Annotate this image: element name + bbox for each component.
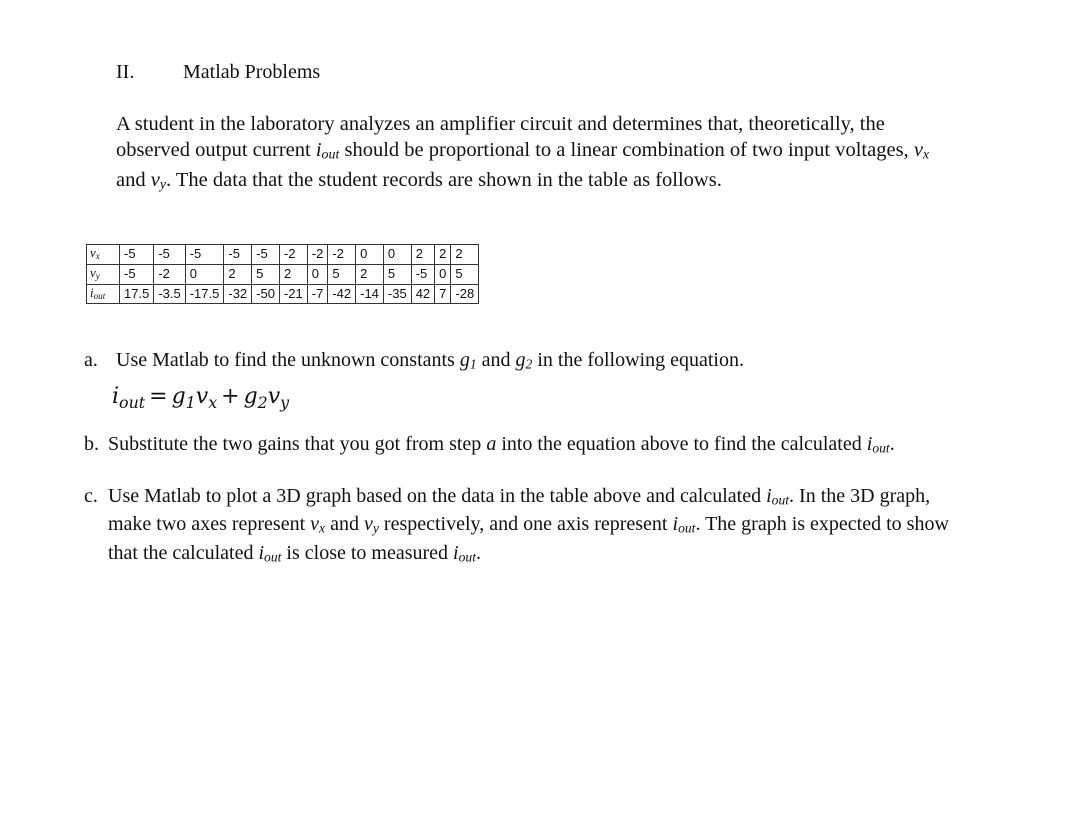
row-label: vx xyxy=(87,245,120,265)
vx-symbol: vx xyxy=(913,138,930,162)
section-number: II. xyxy=(116,61,135,83)
table-cell: -2 xyxy=(154,264,185,284)
step-a-ref: a xyxy=(486,433,497,455)
table-cell: 7 xyxy=(435,284,451,304)
iout-symbol: iout xyxy=(315,138,340,162)
iout-symbol: iout xyxy=(672,513,696,536)
table-cell: 2 xyxy=(451,245,479,265)
question-c-body: Use Matlab to plot a 3D graph based on the data in the table above and calculated iout. In the 3D graph, make two axes represent vx and vy respectively, and one axis represent iout. The graph is expected to show that the calculated iout is close to measured iout. xyxy=(108,485,949,565)
table-cell: -5 xyxy=(252,245,280,265)
table-cell: -5 xyxy=(154,245,185,265)
question-b-letter: b. xyxy=(84,433,99,455)
equation: $i_{out} = g_1v_x + g_2v_y$ xyxy=(112,384,290,412)
table-cell: 0 xyxy=(356,245,384,265)
table-cell: 5 xyxy=(383,264,411,284)
table-cell: 5 xyxy=(328,264,356,284)
question-a-text-3: in the following equation. xyxy=(532,349,744,371)
question-a xyxy=(84,348,744,376)
table-cell: -5 xyxy=(120,245,154,265)
question-a-letter: a. xyxy=(84,349,98,371)
table-cell: 42 xyxy=(411,284,434,304)
g2-symbol: g2 xyxy=(515,349,533,372)
table-cell: 2 xyxy=(224,264,252,284)
iout-symbol: iout xyxy=(453,541,476,565)
intro-text-2: should be proportional to a linear combination of two input voltages, xyxy=(339,138,914,161)
question-b-body: Substitute the two gains that you got from step a into the equation above to find the calculated iout. xyxy=(108,433,895,456)
table-cell: 2 xyxy=(411,245,434,265)
table-cell: -5 xyxy=(120,264,154,284)
question-b xyxy=(84,432,964,460)
intro-text-3: and xyxy=(116,168,151,191)
vy-symbol: vy xyxy=(150,168,167,192)
table-cell: -35 xyxy=(383,284,411,304)
table-cell: -5 xyxy=(185,245,224,265)
question-c-letter: c. xyxy=(84,485,98,507)
table-cell: -5 xyxy=(224,245,252,265)
table-cell: -2 xyxy=(307,245,328,265)
table-cell: -17.5 xyxy=(185,284,224,304)
table-cell: -50 xyxy=(252,284,280,304)
table-cell: -28 xyxy=(451,284,479,304)
table-cell: 0 xyxy=(307,264,328,284)
intro-text-1: A student in the laboratory analyzes an amplifier circuit and determines that, theoretically, the observed output current xyxy=(116,113,885,161)
table-cell: -7 xyxy=(307,284,328,304)
table-cell: -32 xyxy=(224,284,252,304)
table-cell: 2 xyxy=(435,245,451,265)
table-cell: 0 xyxy=(185,264,224,284)
table-cell: -2 xyxy=(328,245,356,265)
table-row xyxy=(87,284,479,304)
table-cell: 5 xyxy=(252,264,280,284)
table-cell: -2 xyxy=(279,245,307,265)
iout-symbol: iout xyxy=(258,541,282,565)
iout-symbol: iout xyxy=(866,433,890,456)
table-row xyxy=(87,245,479,265)
data-table xyxy=(86,244,479,304)
vx-symbol: vx xyxy=(310,513,326,536)
table-cell: 2 xyxy=(356,264,384,284)
vy-symbol: vy xyxy=(363,513,379,536)
row-label: vy xyxy=(87,264,120,284)
iout-symbol: iout xyxy=(766,485,790,508)
table-cell: 2 xyxy=(279,264,307,284)
table-cell: -14 xyxy=(356,284,384,304)
question-a-text-2: and xyxy=(476,349,516,371)
table-cell: 5 xyxy=(451,264,479,284)
question-c xyxy=(84,484,964,569)
table-cell: -42 xyxy=(328,284,356,304)
table-cell: -3.5 xyxy=(154,284,185,304)
row-label: iout xyxy=(87,284,120,304)
g1-symbol: g1 xyxy=(459,349,477,372)
table-cell: 17.5 xyxy=(120,284,154,304)
intro-paragraph xyxy=(116,112,946,198)
table-row xyxy=(87,264,479,284)
table-cell: 0 xyxy=(383,245,411,265)
question-a-text-1: Use Matlab to find the unknown constants xyxy=(116,349,460,371)
intro-text-4: . The data that the student records are shown in the table as follows. xyxy=(166,168,722,191)
table-cell: 0 xyxy=(435,264,451,284)
table-cell: -5 xyxy=(411,264,434,284)
table-cell: -21 xyxy=(279,284,307,304)
section-title: Matlab Problems xyxy=(183,61,321,83)
